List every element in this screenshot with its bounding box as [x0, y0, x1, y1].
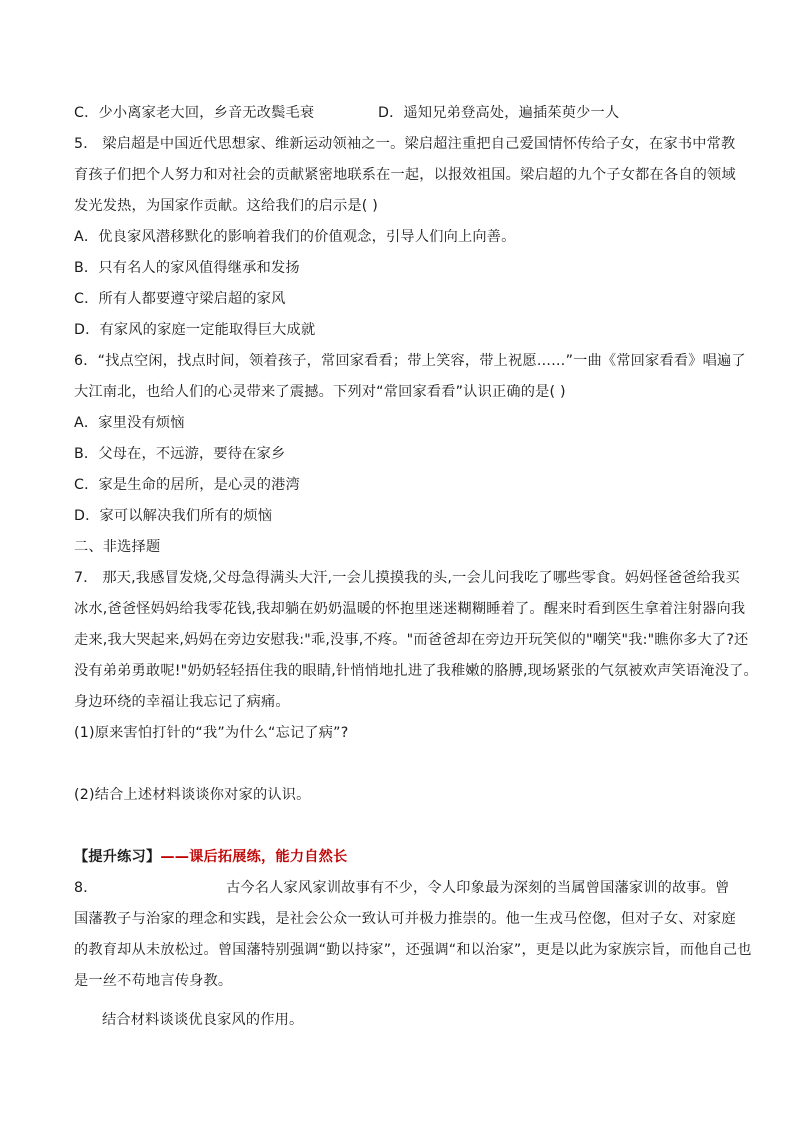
q7-sub-question-2: (2)结合上述材料谈谈你对家的认识。 [74, 787, 311, 803]
q8-passage-line-1: 古今名人家风家训故事有不少，令人印象最为深刻的当属曾国藩家训的故事。曾 [226, 880, 730, 896]
q7-passage-line-3: 走来,我大哭起来,妈妈在旁边安慰我:"乖,没事,不疼。"而爸爸却在旁边开玩笑似的"嘲笑"我:"瞧你多大了?还 [74, 632, 749, 648]
q5-stem-line-3: 发光发热，为国家作贡献。这给我们的启示是( ) [74, 198, 378, 214]
enhance-practice-tag: 【提升练习】 [74, 849, 161, 865]
q6-option-b: B．父母在，不远游，要待在家乡 [74, 446, 286, 462]
q5-stem-line-2: 育孩子们把个人努力和对社会的贡献紧密地联系在一起，以报效祖国。梁启超的九个子女都在各自的领域 [74, 167, 736, 183]
q5-option-a: A．优良家风潜移默化的影响着我们的价值观念，引导人们向上向善。 [74, 229, 516, 245]
q7-passage-line-2: 冰水,爸爸怪妈妈给我零花钱,我却躺在奶奶温暖的怀抱里迷迷糊糊睡着了。醒来时看到医生拿着注射器向我 [74, 601, 746, 617]
q5-option-d: D．有家风的家庭一定能取得巨大成就 [74, 322, 316, 338]
q6-option-a: A．家里没有烦恼 [74, 415, 185, 431]
q5-stem-line-1: 5． 梁启超是中国近代思想家、维新运动领袖之一。梁启超注重把自己爱国情怀传给子女，在家书中常教 [74, 136, 736, 152]
section-heading-non-choice: 二、非选择题 [74, 539, 161, 555]
enhance-practice-heading [74, 847, 347, 867]
q8-number: 8． [74, 880, 98, 896]
q4-option-d: D．遥知兄弟登高处，遍插茱萸少一人 [378, 105, 620, 121]
q6-stem-line-1: 6．“找点空闲，找点时间，领着孩子，常回家看看；带上笑容，带上祝愿……”一曲《常回家看看》唱遍了 [74, 353, 746, 369]
q8-passage-line-2: 国藩教子与治家的理念和实践，是社会公众一致认可并极力推崇的。他一生戎马倥偬，但对子女、对家庭 [74, 911, 736, 927]
q6-option-d: D．家可以解决我们所有的烦恼 [74, 508, 273, 524]
enhance-practice-slogan: ——课后拓展练，能力自然长 [160, 849, 348, 865]
q7-passage-line-5: 身边环绕的幸福让我忘记了病痛。 [74, 694, 290, 710]
q4-option-c: C．少小离家老大回，乡音无改鬓毛衰 [74, 105, 315, 121]
q7-sub-question-1: (1)原来害怕打针的“我”为什么“忘记了病”? [74, 725, 349, 741]
q5-option-c: C．所有人都要遵守梁启超的家风 [74, 291, 286, 307]
q6-stem-line-2: 大江南北，也给人们的心灵带来了震撼。下列对“常回家看看”认识正确的是( ) [74, 384, 566, 400]
q7-passage-line-4: 没有弟弟勇敢呢!"奶奶轻轻捂住我的眼睛,针悄悄地扎进了我稚嫩的胳膊,现场紧张的气氛被欢声笑语淹没了。 [74, 663, 758, 679]
q8-prompt: 结合材料谈谈优良家风的作用。 [102, 1012, 304, 1028]
q5-option-b: B．只有名人的家风值得继承和发扬 [74, 260, 300, 276]
q8-passage-line-3: 的教育却从未放松过。曾国藩特别强调“勤以持家”，还强调“和以治家”，更是以此为家族宗旨，而他自己也 [74, 942, 752, 958]
q7-passage-line-1: 7． 那天,我感冒发烧,父母急得满头大汗,一会儿摸摸我的头,一会儿问我吃了哪些零食。妈妈怪爸爸给我买 [74, 570, 740, 586]
q6-option-c: C．家是生命的居所，是心灵的港湾 [74, 477, 300, 493]
q8-passage-line-4: 是一丝不苟地言传身教。 [74, 973, 233, 989]
